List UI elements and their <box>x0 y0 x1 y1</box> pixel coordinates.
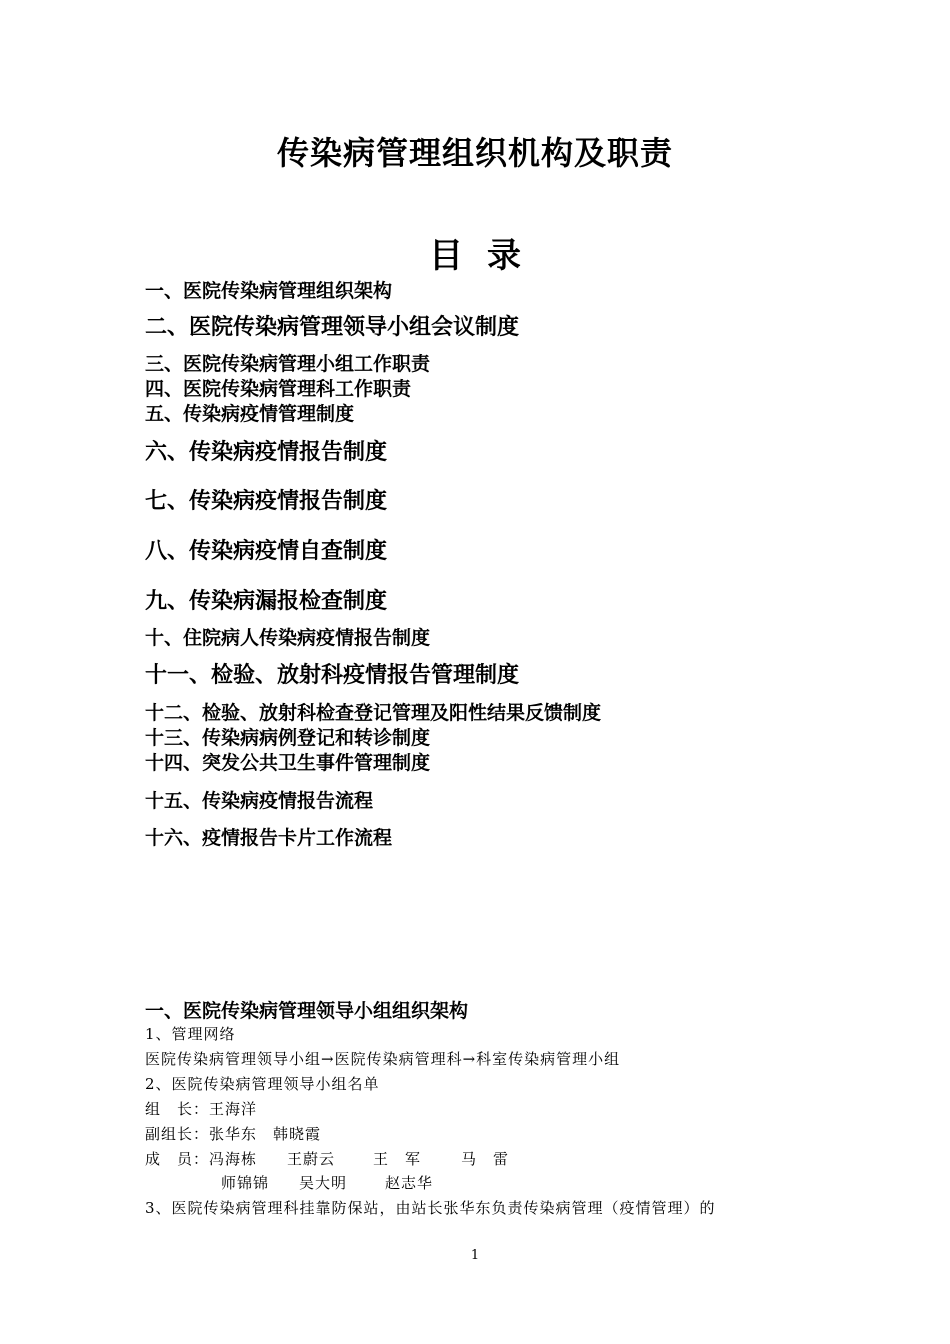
toc-item-16: 十六、疫情报告卡片工作流程 <box>145 827 393 849</box>
network-chain: 医院传染病管理领导小组→医院传染病管理科→科室传染病管理小组 <box>145 1050 621 1068</box>
toc-item-8: 八、传染病疫情自查制度 <box>145 539 388 564</box>
toc-item-3: 三、医院传染病管理小组工作职责 <box>145 353 431 375</box>
section-heading: 一、医院传染病管理领导小组组织架构 <box>145 1000 469 1022</box>
toc-item-7: 七、传染病疫情报告制度 <box>145 489 388 514</box>
toc-heading-char-2: 录 <box>487 236 521 276</box>
member-name: 冯海栋 <box>209 1150 258 1168</box>
toc-item-2: 二、医院传染病管理领导小组会议制度 <box>145 315 520 340</box>
toc-item-6: 六、传染病疫情报告制度 <box>145 440 388 465</box>
toc-item-5: 五、传染病疫情管理制度 <box>145 403 355 425</box>
toc-item-9: 九、传染病漏报检查制度 <box>145 589 388 614</box>
member-name: 吴大明 <box>299 1174 348 1192</box>
toc-item-4: 四、医院传染病管理科工作职责 <box>145 378 412 400</box>
member-name: 王 军 <box>373 1150 422 1168</box>
page-number: 1 <box>470 1248 480 1263</box>
member-name: 赵志华 <box>385 1174 434 1192</box>
document-title: 传染病管理组织机构及职责 <box>276 134 673 172</box>
toc-item-11: 十一、检验、放射科疫情报告管理制度 <box>145 663 520 688</box>
toc-item-13: 十三、传染病病例登记和转诊制度 <box>145 727 431 749</box>
members-line-2 <box>221 1172 433 1193</box>
item-management-network: 1、管理网络 <box>145 1025 236 1043</box>
member-name: 马 雷 <box>461 1150 510 1168</box>
toc-item-10: 十、住院病人传染病疫情报告制度 <box>145 627 431 649</box>
toc-heading-char-1: 目 <box>429 236 463 276</box>
item-department-note: 3、医院传染病管理科挂靠防保站，由站长张华东负责传染病管理（疫情管理）的 <box>145 1199 716 1217</box>
member-name: 王蔚云 <box>287 1150 336 1168</box>
toc-item-1: 一、医院传染病管理组织架构 <box>145 280 393 302</box>
members-line-1 <box>145 1148 509 1169</box>
deputy-line: 副组长：张华东 韩晓霞 <box>145 1125 322 1143</box>
leader-line: 组 长：王海洋 <box>145 1100 258 1118</box>
members-label: 成 员： <box>145 1150 210 1168</box>
member-name: 师锦锦 <box>221 1174 270 1192</box>
toc-item-15: 十五、传染病疫情报告流程 <box>145 790 374 812</box>
toc-item-12: 十二、检验、放射科检查登记管理及阳性结果反馈制度 <box>145 702 602 724</box>
item-leader-list: 2、医院传染病管理领导小组名单 <box>145 1075 380 1093</box>
toc-heading <box>0 228 950 277</box>
toc-item-14: 十四、突发公共卫生事件管理制度 <box>145 752 431 774</box>
